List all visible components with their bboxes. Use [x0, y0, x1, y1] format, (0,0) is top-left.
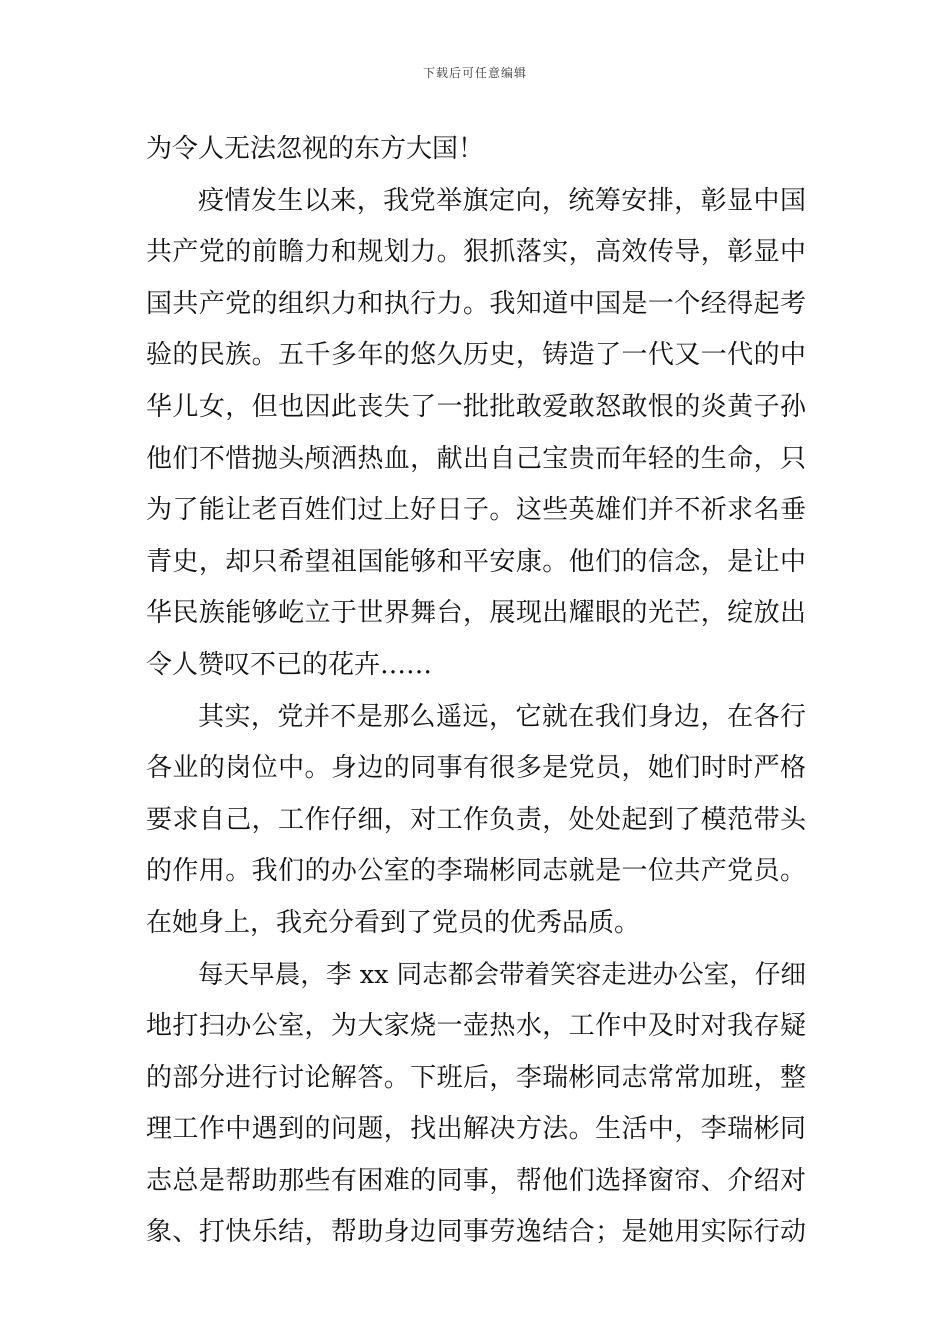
text-line: 国共产党的组织力和执行力。我知道中国是一个经得起考: [146, 288, 806, 319]
text-line: 志总是帮助那些有困难的同事，帮他们选择窗帘、介绍对: [146, 1165, 806, 1196]
text-line: 为令人无法忽视的东方大国！: [146, 134, 485, 164]
page-header-note: 下载后可任意编辑: [422, 66, 527, 80]
text-line: 华儿女，但也因此丧失了一批批敢爱敢怒敢恨的炎黄子孙: [146, 391, 806, 422]
text-line: 在她身上，我充分看到了党员的优秀品质。: [146, 907, 641, 938]
document-body: [146, 124, 806, 1259]
text-line: 验的民族。五千多年的悠久历史，铸造了一代又一代的中: [146, 340, 806, 371]
text-line: 每天早晨，李 xx 同志都会带着笑容走进办公室，仔细: [198, 959, 806, 990]
text-line: 理工作中遇到的问题，找出解决方法。生活中，李瑞彬同: [146, 1114, 806, 1145]
text-line: 共产党的前瞻力和规划力。狠抓落实，高效传导，彰显中: [146, 237, 806, 268]
text-line: 象、打快乐结，帮助身边同事劳逸结合；是她用实际行动: [146, 1217, 806, 1248]
text-line: 他们不惜抛头颅洒热血，献出自己宝贵而年轻的生命，只: [146, 443, 806, 474]
text-line: 各业的岗位中。身边的同事有很多是党员，她们时时严格: [146, 753, 806, 784]
text-line: 的部分进行讨论解答。下班后，李瑞彬同志常常加班，整: [146, 1062, 806, 1093]
text-line: 其实，党并不是那么遥远，它就在我们身边，在各行: [198, 701, 806, 732]
text-line: 疫情发生以来，我党举旗定向，统筹安排，彰显中国: [198, 185, 806, 216]
text-line: 令人赞叹不已的花卉……: [146, 649, 433, 680]
text-line: 华民族能够屹立于世界舞台，展现出耀眼的光芒，绽放出: [146, 598, 806, 629]
text-line: 要求自己，工作仔细，对工作负责，处处起到了模范带头: [146, 804, 806, 835]
text-line: 的作用。我们的办公室的李瑞彬同志就是一位共产党员。: [146, 856, 806, 887]
text-line: 地打扫办公室，为大家烧一壶热水，工作中及时对我存疑: [146, 1011, 806, 1042]
text-line: 为了能让老百姓们过上好日子。这些英雄们并不祈求名垂: [146, 495, 806, 526]
text-line: 青史，却只希望祖国能够和平安康。他们的信念，是让中: [146, 546, 806, 577]
